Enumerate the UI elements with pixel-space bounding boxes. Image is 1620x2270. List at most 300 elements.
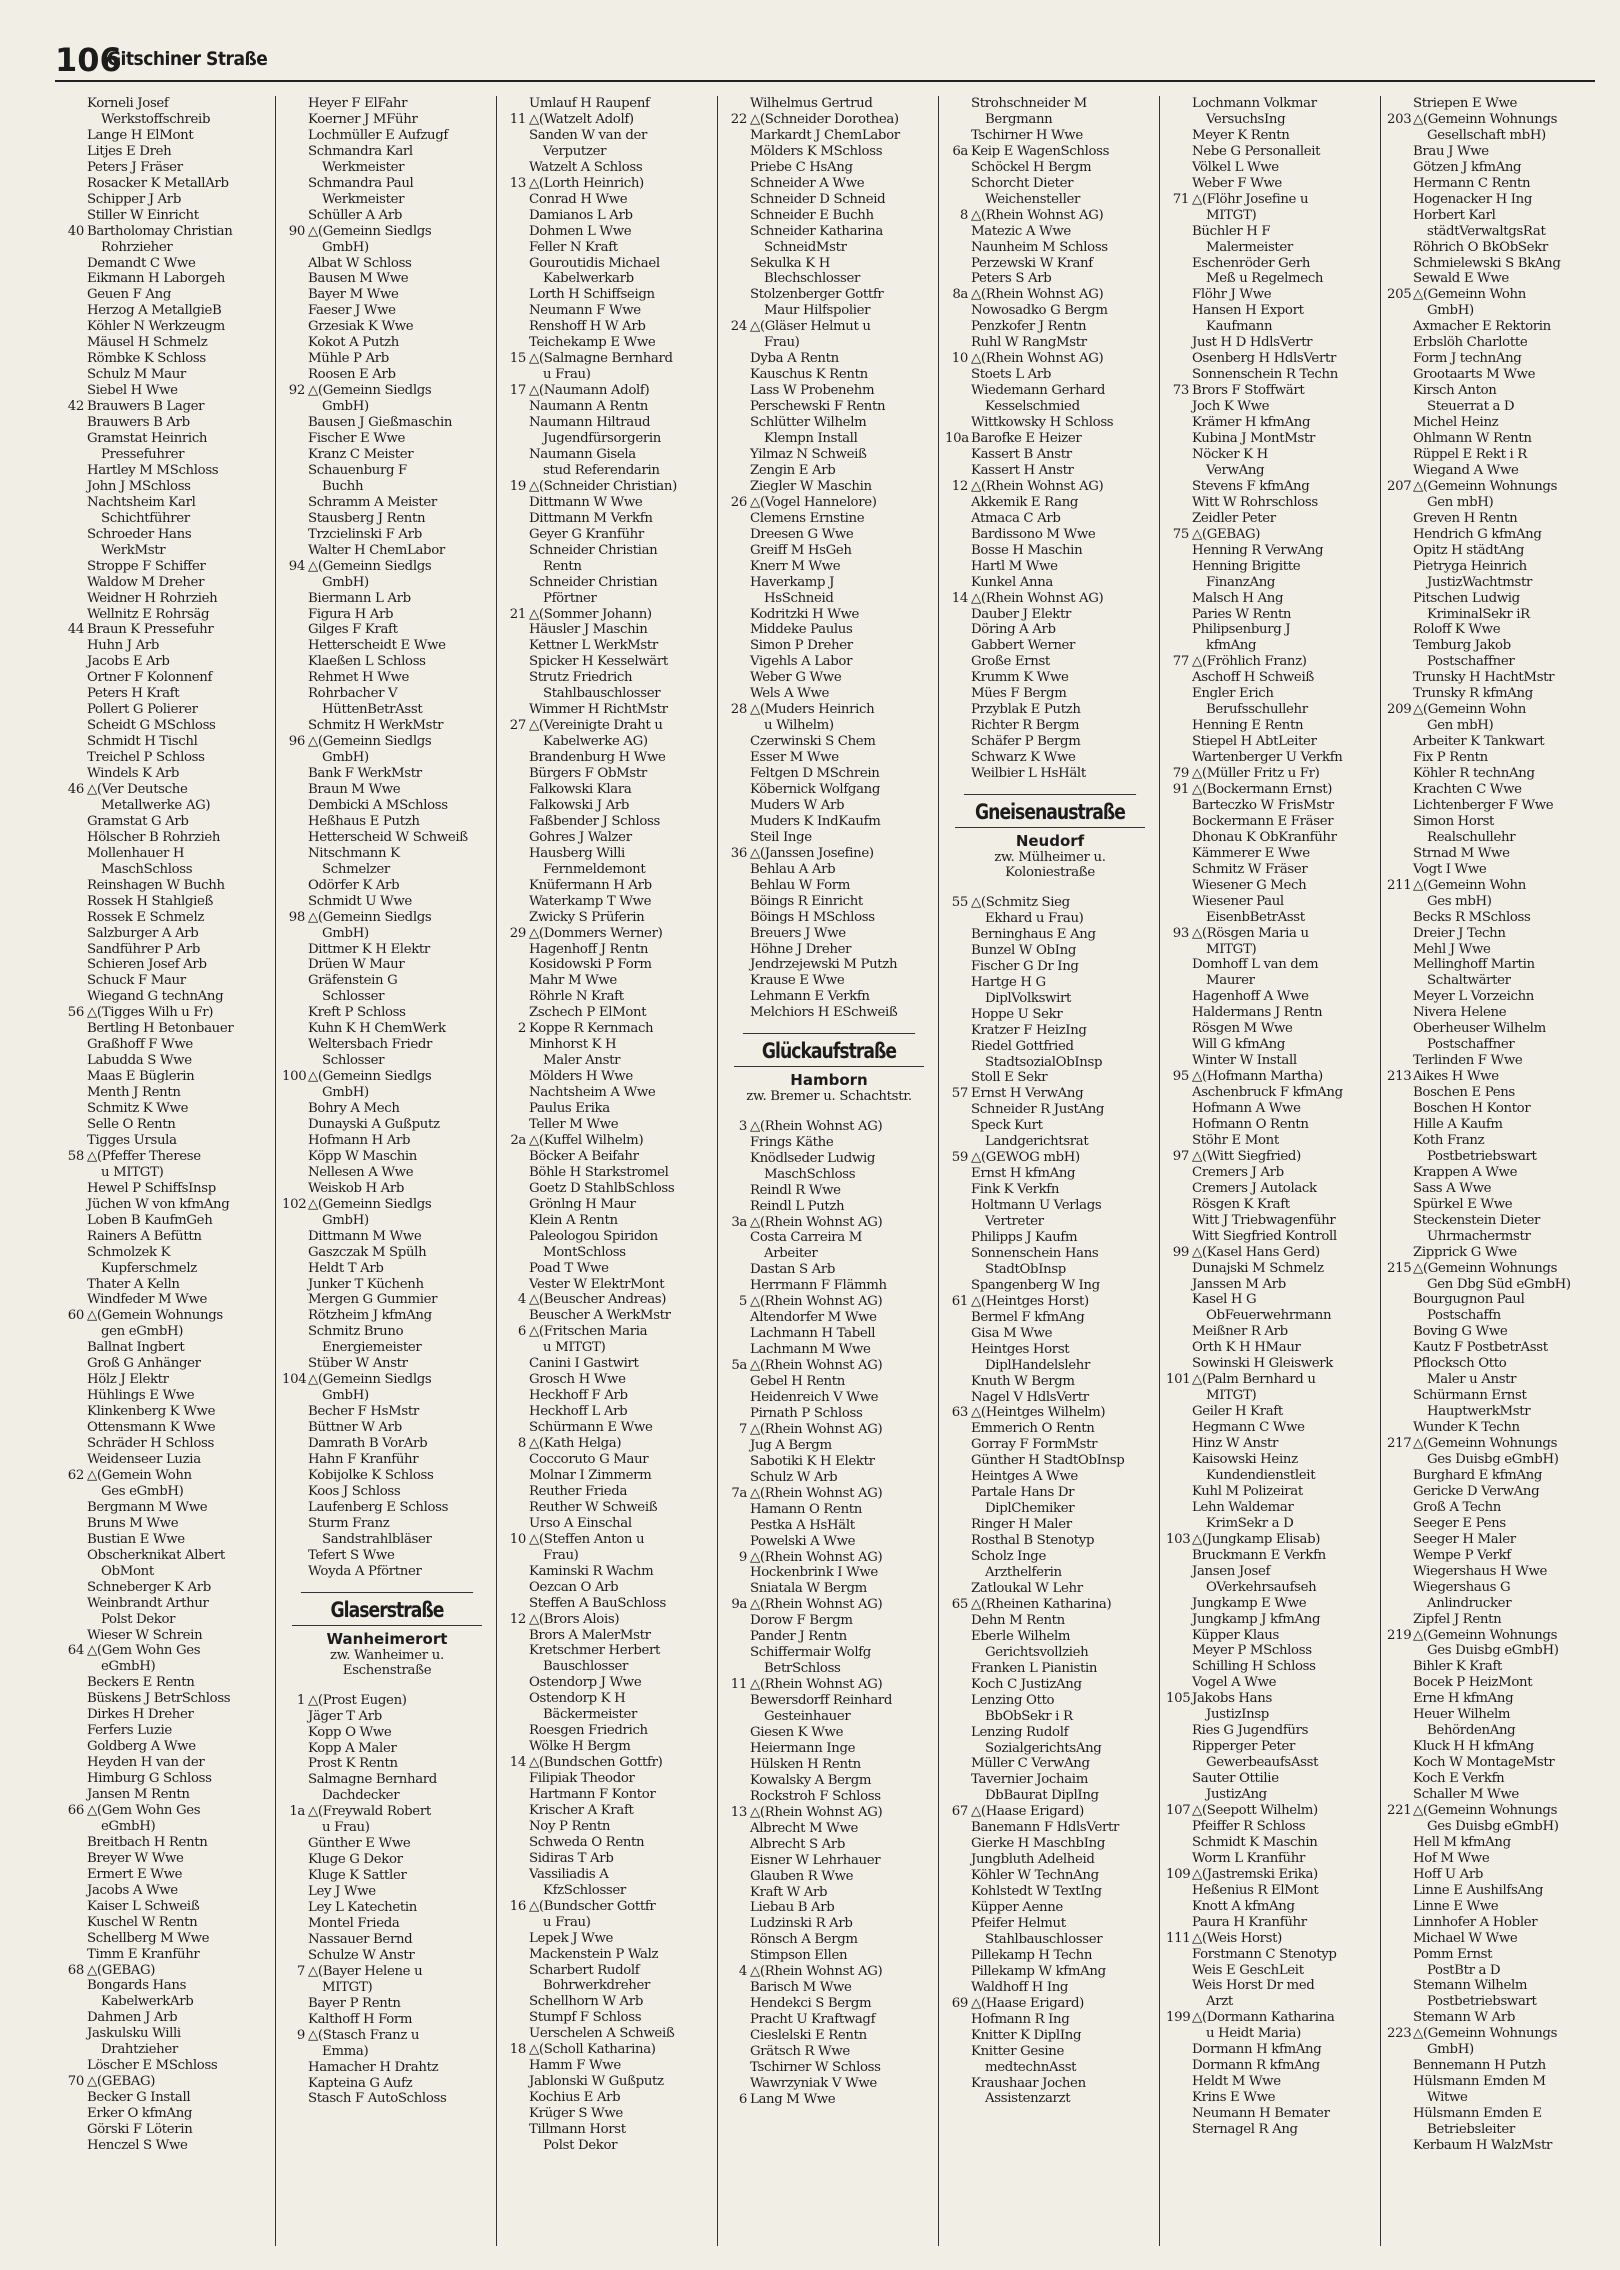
resident-text: Reinshagen W Buchh [87,877,225,893]
resident-text: Krämer H kfmAng [1192,415,1311,431]
directory-entry [945,1039,1155,1055]
resident-text: Ohlmann W Rentn [1413,431,1532,447]
directory-entry [945,1756,1155,1772]
directory-entry [1387,1771,1598,1787]
directory-entry [1166,1978,1376,1994]
resident-text: Michael W Wwe [1413,1930,1518,1946]
directory-entry [724,1358,934,1374]
resident-text: Gohres J Walzer [529,829,632,845]
directory-entry [282,1564,492,1580]
directory-entry [282,1133,492,1149]
directory-entry [945,1613,1155,1629]
directory-entry [1166,431,1376,447]
resident-text: Wempe P Verkf [1413,1547,1511,1563]
resident-text: Himburg G Schloss [87,1771,212,1787]
directory-entry [945,686,1155,702]
directory-entry [1166,718,1376,734]
directory-entry [1166,926,1376,942]
house-number: 66 [67,1802,84,1818]
directory-entry [61,1356,271,1372]
directory-entry [1166,1819,1376,1835]
house-number: 27 [509,718,526,734]
directory-entry [503,1037,713,1053]
directory-entry [503,335,713,351]
resident-text: △(Brors Alois) [529,1611,620,1627]
entry-continuation: Postbetriebswart [1427,1148,1537,1164]
directory-entry [724,2092,934,2108]
directory-entry [282,256,492,272]
directory-entry [1387,415,1598,431]
directory-entry [945,1023,1155,1039]
resident-text: Grätsch R Wwe [750,2044,850,2060]
directory-entry [1387,1739,1598,1755]
resident-text: Koppe R Kernmach [529,1021,654,1037]
house-number: 19 [509,478,526,494]
house-number: 46 [67,781,84,797]
directory-entry [503,575,713,591]
resident-text: Zengin E Arb [750,462,836,478]
resident-text: Bourgugnon Paul [1413,1292,1525,1308]
resident-text: Grootaarts M Wwe [1413,367,1536,383]
resident-text: Speck Kurt [971,1118,1043,1134]
directory-entry [724,1821,934,1837]
resident-text: Hetterscheid W Schweiß [308,829,468,845]
resident-text: Kapteina G Aufz [308,2075,413,2091]
resident-text: △(Rhein Wohnst AG) [750,1358,883,1374]
directory-entry [503,399,713,415]
directory-entry [1166,1915,1376,1931]
entry-continuation: eGmbH) [101,1659,156,1675]
resident-text: Rockstroh F Schloss [750,1788,881,1804]
entry-continuation: SchneidMstr [764,239,847,255]
entry-continuation: Betriebsleiter [1427,2122,1515,2138]
resident-text: △(Kasel Hans Gerd) [1192,1244,1320,1260]
directory-entry [503,240,713,256]
directory-entry [945,1597,1155,1613]
resident-text: Renshoff H W Arb [529,319,646,335]
directory-entry [282,1900,492,1916]
directory-entry [503,830,713,846]
directory-entry [282,271,492,287]
directory-entry [503,1420,713,1436]
directory-entry [1166,1261,1376,1277]
directory-entry [945,1725,1155,1741]
resident-text: Rossek E Schmelz [87,909,205,925]
directory-entry [61,2090,271,2106]
resident-text: Naunheim M Schloss [971,239,1108,255]
resident-text: Banemann F HdlsVertr [971,1820,1119,1836]
resident-text: Schneider Christian [529,574,658,590]
directory-entry [1166,1931,1376,1947]
entry-continuation: GmbH) [1427,303,1474,319]
resident-text: △(Dormann Katharina [1192,2010,1335,2026]
directory-entry [945,367,1155,383]
directory-entry [61,1037,271,1053]
directory-entry [1166,814,1376,830]
directory-entry [61,1755,271,1771]
resident-text: Gramstat G Arb [87,813,189,829]
resident-text: Sniatala W Bergm [750,1581,867,1597]
resident-text: Stimpson Ellen [750,1948,848,1964]
directory-entry [945,1629,1155,1645]
resident-text: Braun M Wwe [308,781,401,797]
directory-entry [724,351,934,367]
directory-entry [945,1693,1155,1709]
resident-text: Nassauer Bernd [308,1931,413,1947]
resident-text: Partale Hans Dr [971,1485,1075,1501]
directory-entry [945,543,1155,559]
entry-continuation: Pförtner [543,590,597,606]
directory-entry [503,894,713,910]
directory-entry [945,335,1155,351]
district-name: Neudorf [1015,831,1085,850]
directory-entry [1387,256,1598,272]
resident-text: Hogenacker H Ing [1413,191,1532,207]
resident-text: Costa Carreira M [750,1230,862,1246]
directory-entry [1387,910,1598,926]
directory-entry [1166,1739,1376,1755]
directory-entry [61,1516,271,1532]
entry-continuation: OVerkehrsaufseh [1206,1579,1317,1595]
directory-entry [1166,176,1376,192]
house-number: 12 [509,1611,526,1627]
resident-text: Walter H ChemLabor [308,542,445,558]
resident-text: Philipps J Kaufm [971,1230,1078,1245]
resident-text: △(Rhein Wohnst AG) [971,287,1104,303]
resident-text: Röhrich O BkObSekr [1413,239,1548,255]
entry-continuation: JustizInsp [1206,1707,1269,1723]
entry-continuation: Dachdecker [322,1788,400,1804]
house-number: 71 [1172,191,1189,207]
entry-continuation: Kabelwerkarb [543,271,634,287]
resident-text: Schmidt H Tischl [87,734,198,750]
directory-entry [1166,1628,1376,1644]
directory-entry [724,1454,934,1470]
directory-entry [1166,128,1376,144]
resident-text: △(Gläser Helmut u [750,319,871,335]
directory-entry [282,1772,492,1788]
resident-text: Graßhoff F Wwe [87,1037,193,1053]
resident-text: Jungkamp J kfmAng [1192,1611,1321,1627]
resident-text: Kluge G Dekor [308,1852,403,1868]
resident-text: △(Rhein Wohnst AG) [971,351,1104,367]
house-number: 4 [517,1292,526,1308]
entry-continuation: Maler u Anstr [1427,1372,1517,1388]
resident-text: Sonnenschein R Techn [1192,367,1338,383]
resident-text: Pillekamp W kfmAng [971,1963,1106,1979]
entry-continuation: GmbH) [322,399,369,415]
entry-continuation: Gen Dbg Süd eGmbH) [1427,1276,1571,1292]
resident-text: Dormann H kfmAng [1192,2042,1322,2058]
directory-entry [1166,1500,1376,1516]
resident-text: Krause E Wwe [750,973,845,989]
directory-entry [1387,1085,1598,1101]
resident-text: Atmaca C Arb [971,510,1061,526]
resident-text: Roloff K Wwe [1413,622,1501,638]
resident-text: Giesen K Wwe [750,1725,844,1740]
resident-text: Barteczko W FrisMstr [1192,797,1334,813]
resident-text: Hockenbrink I Wwe [750,1565,878,1581]
directory-entry [724,1135,934,1151]
directory-entry [724,1342,934,1358]
resident-text: Jungbluth Adelheid [971,1852,1095,1868]
resident-text: Hagenhoff J Rentn [529,941,649,957]
resident-text: Zipprick G Wwe [1413,1244,1517,1260]
directory-entry [503,1213,713,1229]
resident-text: Goetz D StahlbSchloss [529,1180,675,1196]
directory-entry [1166,1883,1376,1899]
resident-text: Kassert H Anstr [971,462,1074,478]
resident-text: △(Flöhr Josefine u [1192,191,1309,207]
directory-entry [282,144,492,160]
directory-entry [503,1723,713,1739]
resident-text: Lachmann H Tabell [750,1326,876,1342]
directory-entry [61,1500,271,1516]
directory-entry [1387,1213,1598,1229]
resident-text: Stemann W Arb [1413,2010,1516,2026]
directory-entry [61,846,271,862]
resident-text: Brauwers B Lager [87,399,205,415]
resident-text: Trunsky H HachtMstr [1413,670,1555,686]
directory-entry [1387,1324,1598,1340]
resident-text: △(Gemeinn Siedlgs [308,1069,432,1085]
directory-entry [1166,1835,1376,1851]
directory-entry [945,1533,1155,1549]
resident-text: Timm E Kranführ [87,1946,200,1962]
directory-entry [1166,1372,1376,1388]
directory-entry [724,830,934,846]
resident-text: Sekulka K H [750,255,830,271]
resident-text: Peters J Fräser [87,159,183,175]
directory-entry [1166,1133,1376,1149]
resident-text: Knüfermann H Arb [529,877,652,893]
resident-text: Weltersbach Friedr [308,1037,433,1053]
directory-entry [945,1086,1155,1102]
resident-text: Kaisowski Heinz [1192,1452,1298,1468]
house-number: 98 [288,909,305,925]
resident-text: Dyba A Rentn [750,351,839,367]
directory-entry [503,1165,713,1181]
resident-text: Witt Siegfried Kontroll [1192,1228,1337,1244]
resident-text: Filipiak Theodor [529,1771,635,1787]
entry-continuation: Schlosser [322,1053,385,1069]
directory-entry [1166,2106,1376,2122]
directory-entry [724,319,934,335]
directory-entry [61,718,271,734]
resident-text: Czerwinski S Chem [750,734,876,750]
directory-entry [724,256,934,272]
resident-text: Greiff M HsGeh [750,542,852,558]
resident-text: Penzkofer J Rentn [971,319,1087,335]
directory-entry [61,224,271,240]
resident-text: Fischer E Wwe [308,431,406,447]
directory-entry [282,303,492,319]
resident-text: Middeke Paulus [750,622,853,638]
directory-entry [1166,303,1376,319]
resident-text: △(Vogel Hannelore) [750,494,877,510]
house-number: 90 [288,223,305,239]
directory-entry [503,1277,713,1293]
directory-entry [282,1548,492,1564]
directory-entry [503,2122,713,2138]
directory-entry [724,1725,934,1741]
resident-text: Schneider Christian [529,542,658,558]
directory-entry [61,1245,271,1261]
resident-text: Kettner L WerkMstr [529,638,658,654]
directory-entry [61,1117,271,1133]
resident-text: Teichekamp E Wwe [529,335,656,351]
resident-text: Schmitz W Fräser [1192,861,1308,877]
resident-text: Bewersdorff Reinhard [750,1693,893,1709]
house-number: 63 [951,1405,968,1421]
resident-text: Hartmann F Kontor [529,1787,656,1803]
resident-text: Schmidt K Maschin [1192,1834,1318,1850]
directory-entry [61,144,271,160]
resident-text: Hülsken H Rentn [750,1756,861,1772]
directory-entry [61,1404,271,1420]
resident-text: Eisner W Lehrhauer [750,1852,881,1868]
directory-entry [61,607,271,623]
resident-text: Priebe C HsAng [750,159,853,175]
resident-text: Waldow M Dreher [87,574,205,590]
resident-text: Jacobs E Arb [87,654,170,670]
house-number: 69 [951,1995,968,2011]
directory-entry [61,1867,271,1883]
resident-text: Scheidt G MSchloss [87,718,216,734]
resident-text: Büchler H F [1192,223,1271,239]
directory-entry [724,559,934,575]
resident-text: △(Beuscher Andreas) [529,1292,667,1308]
resident-text: Ostendorp J Wwe [529,1675,642,1691]
directory-entry [724,2060,934,2076]
directory-entry [1387,335,1598,351]
directory-entry [282,1916,492,1932]
house-number: 5a [731,1358,747,1374]
resident-text: Koch W MontageMstr [1413,1755,1555,1771]
entry-continuation: Sandstrahlbläser [322,1531,432,1547]
resident-text: Aikes H Wwe [1413,1069,1499,1085]
directory-entry [1387,1261,1598,1277]
resident-text: Schulz W Arb [750,1469,838,1485]
directory-entry [503,926,713,942]
directory-entry [724,894,934,910]
directory-entry [282,319,492,335]
house-number: 5 [738,1294,747,1310]
entry-continuation: Realschullehr [1427,829,1516,845]
directory-entry [503,2074,713,2090]
directory-entry [282,431,492,447]
directory-entry [1166,1324,1376,1340]
house-number: 96 [288,734,305,750]
resident-text: Terlinden F Wwe [1413,1053,1523,1069]
resident-text: △(Gemeinn Siedlgs [308,383,432,399]
resident-text: Kluck H H kfmAng [1413,1739,1534,1755]
directory-entry [503,1835,713,1851]
resident-text: Schneberger K Arb [87,1579,211,1595]
house-number: 8 [959,207,968,223]
resident-text: Schellberg M Wwe [87,1930,210,1946]
resident-text: Wellnitz E Rohrsäg [87,606,210,622]
entry-continuation: Polst Dekor [543,2138,618,2153]
directory-entry [1387,1053,1598,1069]
resident-text: Grosch H Wwe [529,1372,626,1388]
resident-text: Hendekci S Bergm [750,1996,872,2012]
resident-text: Schorcht Dieter [971,175,1074,191]
directory-entry [503,479,713,495]
entry-continuation: FinanzAng [1206,574,1276,590]
directory-entry [945,591,1155,607]
directory-entry [1166,1691,1376,1707]
directory-entry [282,224,492,240]
directory-entry [1387,1915,1598,1931]
directory-entry [724,383,934,399]
resident-text: Hofmann O Rentn [1192,1117,1309,1132]
directory-entry [945,511,1155,527]
resident-text: △(Gem Wohn Ges [87,1802,201,1818]
resident-text: Forstmann C Stenotyp [1192,1946,1337,1962]
directory-entry [61,303,271,319]
resident-text: Jansen M Rentn [87,1787,190,1803]
resident-text: Rüppel E Rekt i R [1413,446,1527,462]
directory-entry [282,1516,492,1532]
directory-entry [724,622,934,638]
entry-continuation: Schmelzer [322,861,390,877]
resident-text: △(Vereinigte Draht u [529,718,663,734]
directory-entry [1387,1628,1598,1644]
directory-entry [724,1996,934,2012]
resident-text: Cieslelski E Rentn [750,2028,867,2044]
resident-text: △(Gemeinn Wohn [1413,877,1526,893]
entry-continuation: HüttenBetrAsst [322,702,423,718]
directory-entry [1387,479,1598,495]
resident-text: Köhler N Werkzeugm [87,319,225,335]
resident-text: Römbke K Schloss [87,351,206,367]
resident-text: Köbernick Wolfgang [750,781,881,797]
resident-text: Strutz Friedrich [529,670,633,686]
directory-entry [1166,527,1376,543]
directory-entry [724,1310,934,1326]
directory-entry [61,1197,271,1213]
directory-entry [61,463,271,479]
house-number: 8a [952,287,968,303]
directory-entry [945,1852,1155,1868]
directory-entry [945,766,1155,782]
directory-entry [724,686,934,702]
resident-text: Schneider A Wwe [750,175,865,191]
resident-text: Wiesener G Mech [1192,877,1307,893]
entry-continuation: Werkmeister [322,159,405,175]
directory-entry [282,1741,492,1757]
entry-continuation: Pressefuhrer [101,446,185,462]
resident-text: Schäfer P Bergm [971,734,1081,750]
directory-entry [945,479,1155,495]
resident-text: Dittmer K H Elektr [308,941,430,957]
directory-entry [724,973,934,989]
directory-entry [724,144,934,160]
resident-text: △(Gemeinn Siedlgs [308,909,432,925]
resident-text: Stemann Wilhelm [1413,1978,1528,1994]
entry-continuation: GmbH) [322,574,369,590]
resident-text: Hartge H G [971,974,1046,990]
directory-entry [1387,638,1598,654]
directory-entry [1387,1580,1598,1596]
directory-entry [1166,192,1376,208]
directory-entry [1166,2074,1376,2090]
resident-text: Wunder K Techn [1413,1420,1520,1436]
resident-text: Hülsmann Emden M [1413,2074,1546,2090]
directory-entry [945,1916,1155,1932]
resident-text: △(Witt Siegfried) [1192,1148,1301,1164]
